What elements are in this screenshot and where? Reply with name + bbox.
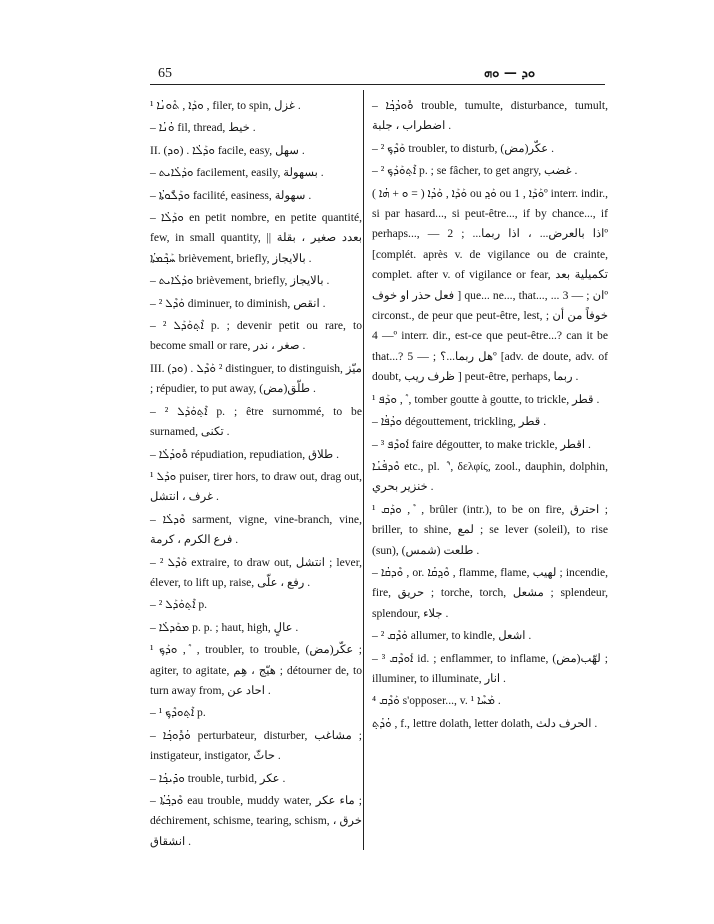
dictionary-entry: – ܘܕܺܝܟ݂ܳܐ trouble, turbid, عكر . [150,771,286,785]
dictionary-entry: – ܘܽܘܕܳܟ݂ܳܐ trouble, tumulte, disturbance, tumult, اضطراب ، جلبة . [372,99,608,133]
dictionary-entry: ¹ ܘܕܰܐ , ܬܶܘܢܳܐ , filer, to spin, غزل . [150,99,301,112]
dictionary-entry: – ² ܘܰܕܶܟ݂ troubler, to disturb, عكّر(مض) . [372,141,555,155]
dictionary-entry: – ² ܐܶܬ݂ܘܰܕܰܟ݂ p. ; se fâcher, to get angry, غضب . [372,164,578,178]
dictionary-entry: II. (ܘܕ) . ܘܕܰܠܳܐ facile, easy, سهل . [150,143,305,157]
dictionary-entry: – ² ܘܰܕܶܩ allumer, to kindle, اشعل . [372,629,532,643]
dictionary-entry: – ܘܕܰܠܽܘܬܳܐ facilité, easiness, سهولة . [150,188,312,202]
dictionary-entry: – ² ܘܰܕܶܠ diminuer, to diminish, انقص . [150,296,326,310]
dictionary-entry: – ܘܶܕܠܳܐ sarment, vigne, vine-branch, vine, فرع الكرم ، كرمة . [150,512,362,547]
dictionary-entry: III. (ܘܕ) . ² ܘܰܕܶܠ distinguer, to distinguish, ميّز ; répudier, to put away, طلّق(مض) . [150,361,362,396]
dictionary-entry: ¹ ܘܕܰܩ , ܶ , brûler (intr.), to be on fire, احترق ; briller, to shine, لمع ; se lever (soleil), to rise (sun), طلعت (شمس) . [372,502,609,557]
dictionary-entry: – ¹ ܐܶܬ݂ܘܕܶܟ݂ p. [150,706,206,720]
dictionary-entry: – ² ܐܶܬ݂ܘܰܕܰܠ p. [150,598,208,612]
header-rule [150,84,605,85]
dictionary-entry: – ܘܕܳܦܳܐ dégouttement, trickling, قطر . [372,415,547,429]
dictionary-entry: – ² ܐܶܬ݂ܘܰܕܰܠ p. ; être surnommé, to be surnamed, تكنى . [150,404,362,439]
dictionary-entry: – ܘܽܘܕܳܠܳܐ répudiation, repudiation, طلاق . [150,447,340,461]
dictionary-entry: – ܘܕܰܠܳܐܝܬ brièvement, briefly, بالايجاز . [150,274,330,288]
dictionary-entry: – ܘܕܰܠܳܐܝܬ facilement, easily, بسهولة . [150,166,324,180]
dictionary-entry: – ܡܘܰܕܠܳܐ p. p. ; haut, high, عالٍ . [150,620,299,634]
right-column [372,96,608,736]
dictionary-entry: – ܘܳܕܽܘܟ݂ܳܐ perturbateur, disturber, مشاغب ; instigateur, instigator, حاثّ . [150,728,362,763]
dictionary-entry: ¹ ܘܕܰܦ , ܶ , tomber goutte à goutte, to trickle, قطر . [372,392,600,406]
dictionary-entry: ⁴ ܘܰܕܶܩ s'opposer..., v. ¹ ܡܰܚܶܐ . [372,694,501,708]
dictionary-entry: – ² ܐܶܬ݂ܘܰܕܰܠ p. ; devenir petit ou rare, to become small or rare, صغر ، ندر . [150,319,362,353]
dictionary-entry: ¹ ܘܕܰܟ݂ , ܶ , troubler, to trouble, عكّر(مض) ; agiter, to agitate, هيّج ، هِم ; détourner de, to turn away from, احاد عن . [150,643,363,697]
running-head: ܘܕ — ܘܗ [484,66,536,81]
dictionary-entry: – ܘܶܕܩܳܐ , or. ܘܶܕ݂ܩܳܐ , flamme, flame, لهيب ; incendie, fire, حريق ; torche, torch, مشعل ; splendeur, splendour, جلاء . [372,565,609,620]
left-column [150,96,362,854]
dictionary-entry: – ² ܘܰܕܶܠ extraire, to draw out, انتشل ; lever, élever, to lift up, raise, رفع ، علّى . [150,555,362,589]
dictionary-entry: – ³ ܐܰܘܕܶܩ id. ; enflammer, to inflame, لهّب(مض) ; illuminer, to illuminate, انار . [372,651,608,685]
dictionary-entry: – ܘܕܰܠܳܐ en petit nombre, en petite quantité, few, in small quantity, بعدد صغير ، بقلة || ܚܰܟ݂ܶܡܬܳܐ brièvement, briefly, بالايجاز . [150,211,362,265]
page-number: 65 [158,66,172,81]
dictionary-entry: ܘܶܕܦܳܢܳܐ etc., pl. ܶ ', δελφίς, zool., dauphin, dolphin, خنزير بحري . [372,459,608,494]
dictionary-entry: ܘܰܕܰܐ , ܘܰܕܳܐ ( = ܘ + ܗܳܐ ) ou ܘܰܕ݂ ou ܘܰܕܰܐ , 1º interr. indir., si par hasard..., si peut-être..., if by chance..., if perhaps..., — اذا بالعرض... ، اذا ربما... ; 2º [complét. après v. de vigilance ou de crainte, complet. after v. of vigilance or fear, تكميلية بعد فعل حذر او خوف ] que... ne..., that..., ... ان ; — 3º circonst., de peur que peut-être, lest, خوفاً من أن ; — 4º interr. dir., est-ce que peut-être...? can it be that...? هل ربما...؟ ; — 5º [adv. de doute, adv. of doubt, ظرف ريب ] peut-être, perhaps, ربما . [372,186,609,384]
column-divider [363,90,364,850]
dictionary-entry: – ܘܳܢܳܐ fil, thread, خيط . [150,121,256,135]
dictionary-entry: – ³ ܐܰܘܕܶܦ faire dégoutter, to make trickle, اقطر . [372,437,591,451]
dictionary-entry: – ܘܶܕܟ݂ܳܬܳܐ eau trouble, muddy water, ماء عكر ; déchirement, schisme, tearing, schism, خرق ، انشقاق . [150,794,362,848]
dictionary-entry: ¹ ܘܕܰܠ puiser, tirer hors, to draw out, drag out, غرف ، انتشل . [150,469,362,504]
dictionary-entry: ܘܳܕܳܬ݂ , f., lettre dolath, letter dolath, الحرف دلث . [372,716,598,730]
